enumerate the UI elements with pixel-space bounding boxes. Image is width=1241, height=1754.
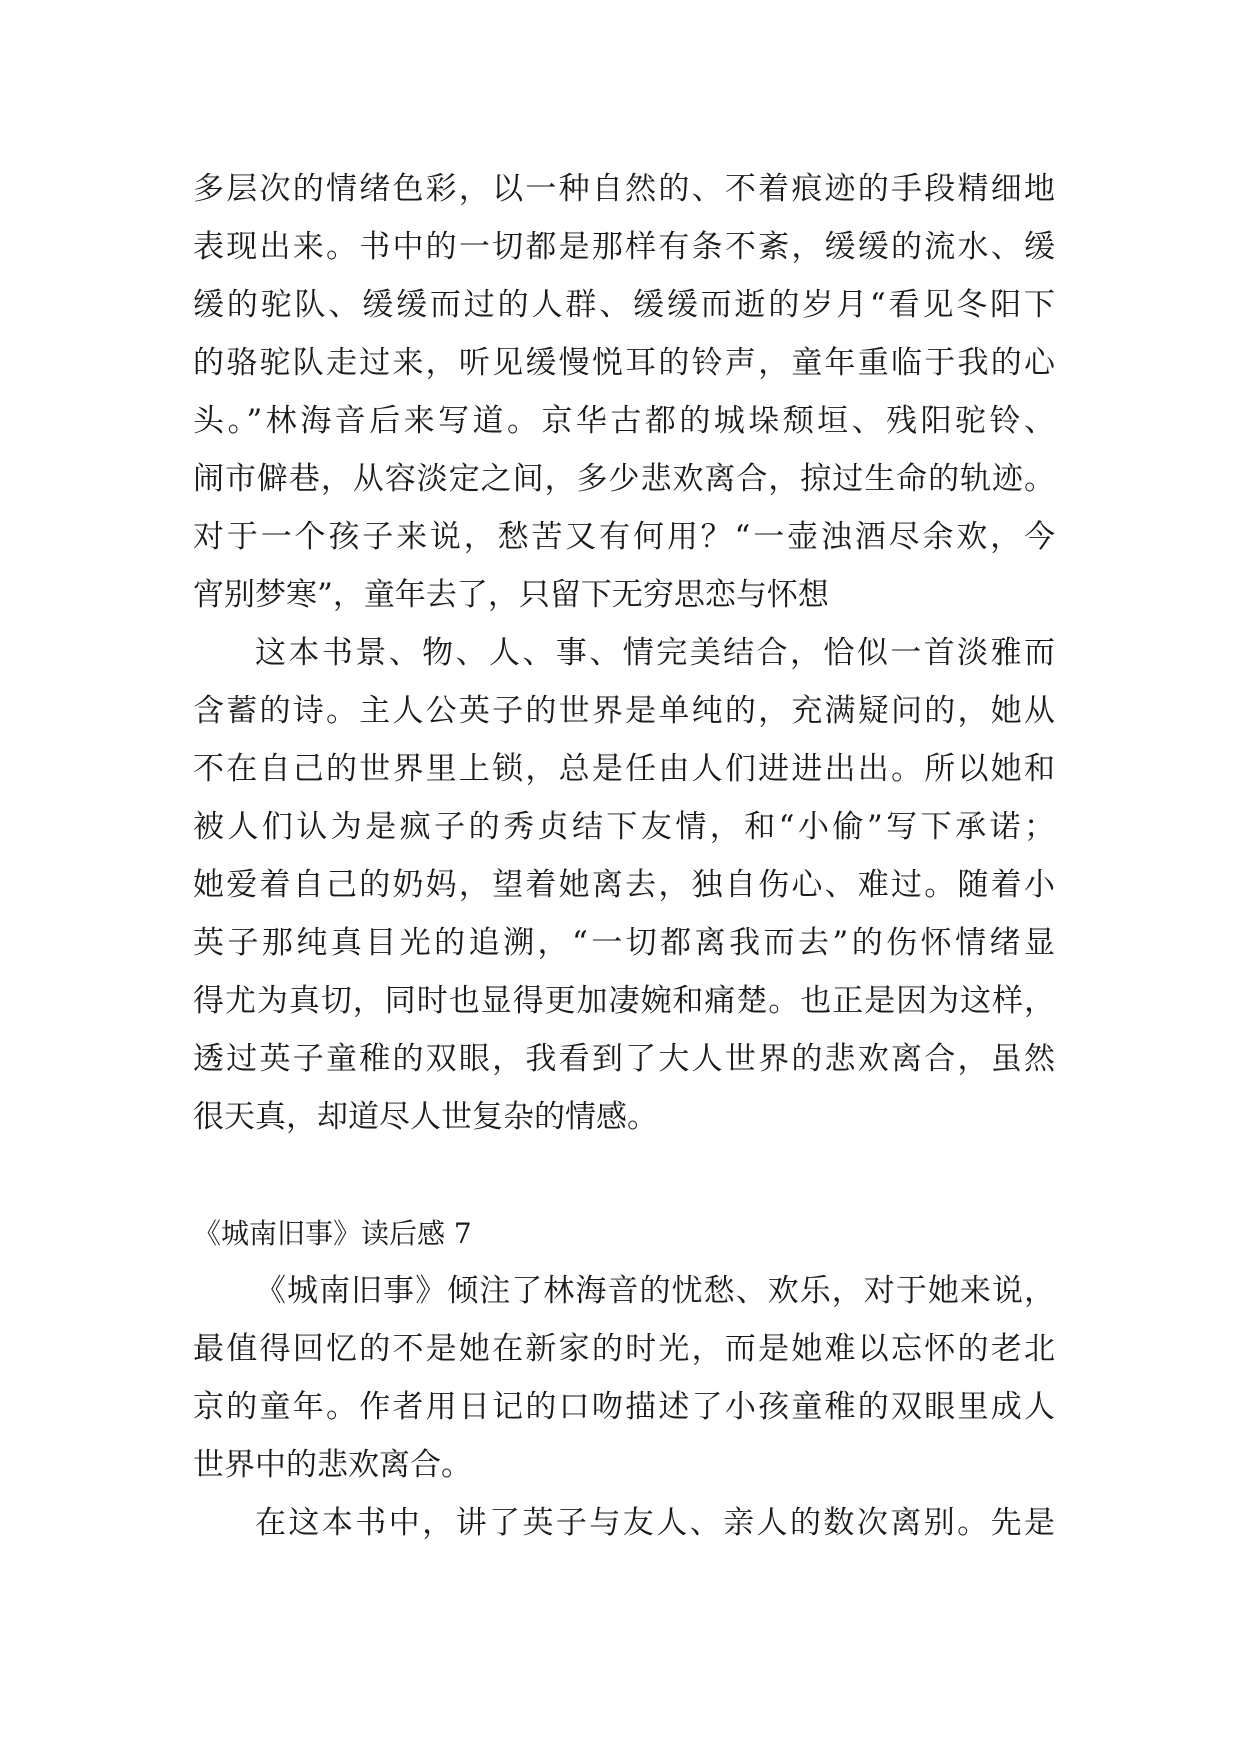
text-line: 的骆驼队走过来，听见缓慢悦耳的铃声，童年重临于我的心: [193, 345, 1055, 381]
text-line: 她爱着自己的奶妈，望着她离去，独自伤心、难过。随着小: [193, 867, 1055, 903]
text-line: 透过英子童稚的双眼，我看到了大人世界的悲欢离合，虽然: [193, 1041, 1055, 1077]
text-line: 最值得回忆的不是她在新家的时光，而是她难以忘怀的老北: [193, 1331, 1055, 1367]
text-line: 这本书景、物、人、事、情完美结合，恰似一首淡雅而: [255, 635, 1055, 671]
text-line: 多层次的情绪色彩，以一种自然的、不着痕迹的手段精细地: [193, 171, 1055, 207]
text-line: 得尤为真切，同时也显得更加凄婉和痛楚。也正是因为这样，: [193, 983, 1055, 1019]
document-page: [193, 160, 1055, 1552]
text-line: 京的童年。作者用日记的口吻描述了小孩童稚的双眼里成人: [193, 1389, 1055, 1425]
text-line: 在这本书中，讲了英子与友人、亲人的数次离别。先是: [255, 1505, 1055, 1541]
text-line: 宵别梦寒”，童年去了，只留下无穷思恋与怀想: [193, 577, 829, 613]
section-heading: 《城南旧事》读后感 7: [193, 1217, 472, 1250]
paragraph-1: [193, 160, 1055, 624]
paragraph-2: [193, 624, 1055, 1146]
text-line: 世界中的悲欢离合。: [193, 1447, 472, 1483]
text-line: 被人们认为是疯子的秀贞结下友情，和“小偷”写下承诺；: [193, 809, 1055, 845]
text-line: 表现出来。书中的一切都是那样有条不紊，缓缓的流水、缓: [193, 229, 1055, 265]
section-gap: [193, 1146, 1055, 1206]
text-line: 含蓄的诗。主人公英子的世界是单纯的，充满疑问的，她从: [193, 693, 1055, 729]
text-line: 很天真，却道尽人世复杂的情感。: [193, 1099, 658, 1135]
text-line: 英子那纯真目光的追溯，“一切都离我而去”的伤怀情绪显: [193, 925, 1055, 961]
text-line: 头。”林海音后来写道。京华古都的城垛颓垣、残阳驼铃、: [193, 403, 1055, 439]
paragraph-4: [193, 1494, 1055, 1552]
text-line: 闹市僻巷，从容淡定之间，多少悲欢离合，掠过生命的轨迹。: [193, 461, 1055, 497]
text-line: 对于一个孩子来说，愁苦又有何用？“一壶浊酒尽余欢，今: [193, 519, 1055, 555]
text-line: 缓的驼队、缓缓而过的人群、缓缓而逝的岁月“看见冬阳下: [193, 287, 1055, 323]
text-line: 不在自己的世界里上锁，总是任由人们进进出出。所以她和: [193, 751, 1055, 787]
text-line: 《城南旧事》倾注了林海音的忧愁、欢乐，对于她来说，: [255, 1273, 1055, 1309]
paragraph-3: [193, 1262, 1055, 1494]
